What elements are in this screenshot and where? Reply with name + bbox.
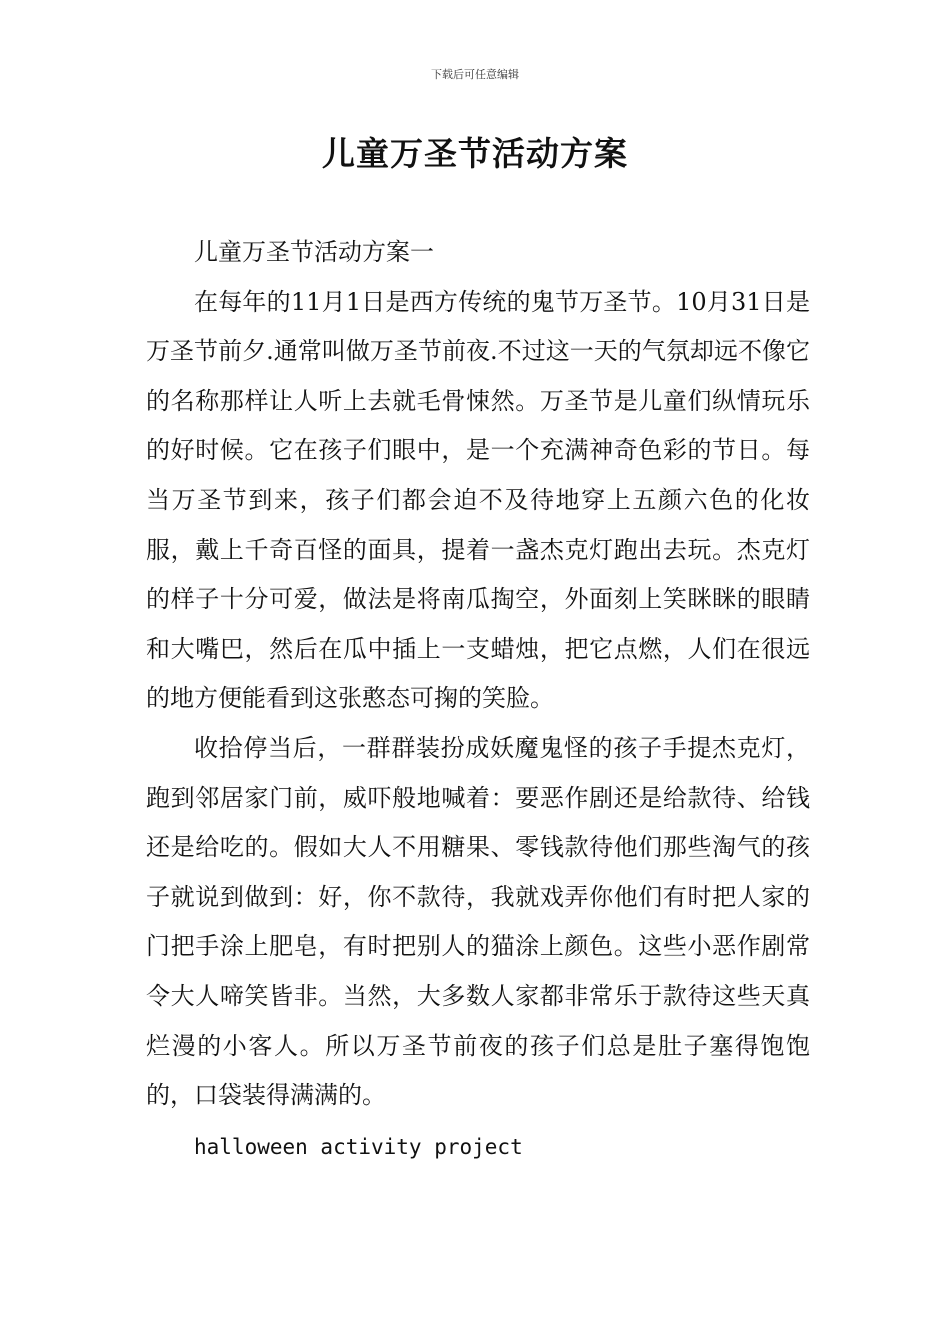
english-subheading: halloween activity project xyxy=(194,1134,523,1159)
document-body xyxy=(146,228,810,1172)
header-note: 下载后可任意编辑 xyxy=(431,68,519,81)
section-heading: 儿童万圣节活动方案一 xyxy=(194,238,434,266)
paragraph: 收拾停当后，一群群装扮成妖魔鬼怪的孩子手提杰克灯，跑到邻居家门前，威吓般地喊着：要恶作剧还是给款待、给钱还是给吃的。假如大人不用糖果、零钱款待他们那些淘气的孩子就说到做到：好，你不款待，我就戏弄你他们有时把人家的门把手涂上肥皂，有时把别人的猫涂上颜色。这些小恶作剧常令大人啼笑皆非。当然，大多数人家都非常乐于款待这些天真烂漫的小客人。所以万圣节前夜的孩子们总是肚子塞得饱饱的，口袋装得满满的。 xyxy=(146,733,810,1110)
document-title: 儿童万圣节活动方案 xyxy=(322,134,628,173)
paragraph: 在每年的11月1日是西方传统的鬼节万圣节。10月31日是万圣节前夕.通常叫做万圣节前夜.不过这一天的气氛却远不像它的名称那样让人听上去就毛骨悚然。万圣节是儿童们纵情玩乐的好时候。它在孩子们眼中，是一个充满神奇色彩的节日。每当万圣节到来，孩子们都会迫不及待地穿上五颜六色的化妆服，戴上千奇百怪的面具，提着一盏杰克灯跑出去玩。杰克灯的样子十分可爱，做法是将南瓜掏空，外面刻上笑眯眯的眼睛和大嘴巴，然后在瓜中插上一支蜡烛，把它点燃，人们在很远的地方便能看到这张憨态可掬的笑脸。 xyxy=(146,287,810,713)
